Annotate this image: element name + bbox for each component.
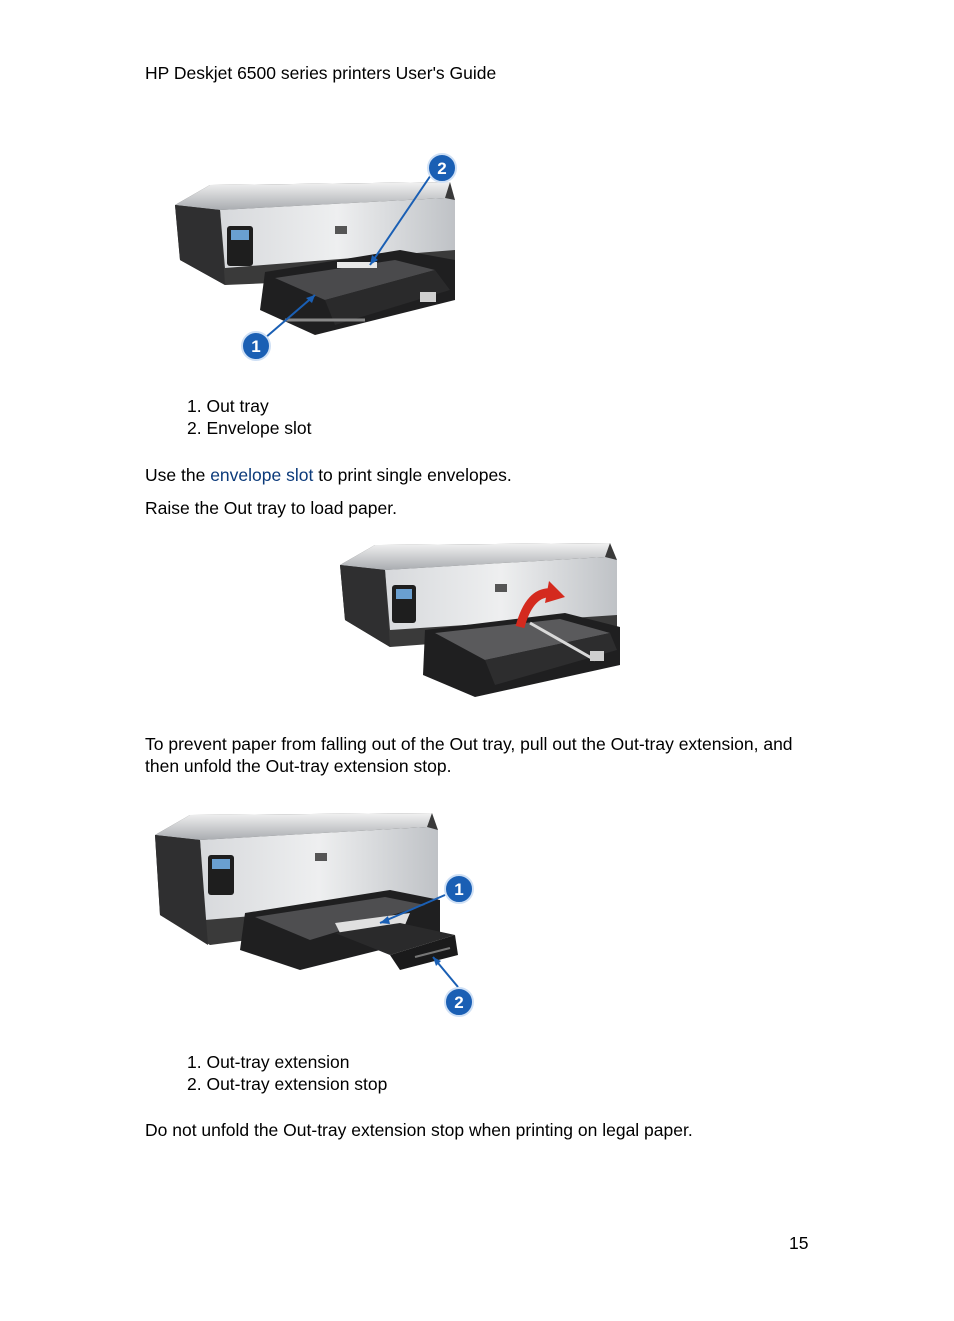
list-item: 2. Out-tray extension stop xyxy=(187,1074,388,1094)
printer-illustration-tray-extension xyxy=(150,805,480,1020)
figure1-legend xyxy=(187,395,312,439)
list-item: 1. Out-tray extension xyxy=(187,1052,350,1072)
paragraph-raise-tray: Raise the Out tray to load paper. xyxy=(145,498,397,518)
svg-text:2: 2 xyxy=(437,159,447,178)
paragraph-text: to print single envelopes. xyxy=(313,465,512,485)
paragraph-prevent-line2: then unfold the Out-tray extension stop. xyxy=(145,756,452,776)
paragraph-prevent-line1: To prevent paper from falling out of the Out tray, pull out the Out-tray extension, and xyxy=(145,734,793,754)
printer-illustration-out-tray xyxy=(165,150,465,365)
svg-text:1: 1 xyxy=(251,337,261,356)
page-header: HP Deskjet 6500 series printers User's Guide xyxy=(145,63,497,83)
page-number: 15 xyxy=(789,1233,809,1253)
svg-text:1: 1 xyxy=(454,880,464,899)
callout-arrow-2 xyxy=(433,957,458,987)
callout-badge-2 xyxy=(445,988,473,1016)
list-item: 2. Envelope slot xyxy=(187,418,312,438)
paragraph-text: Use the xyxy=(145,465,211,485)
callout-badge-2 xyxy=(428,154,456,182)
printer-illustration-raise-tray xyxy=(335,535,625,705)
svg-text:2: 2 xyxy=(454,993,464,1012)
list-item: 1. Out tray xyxy=(187,396,269,416)
envelope-slot-link[interactable]: envelope slot xyxy=(210,465,314,485)
paragraph-envelope xyxy=(145,464,512,486)
callout-badge-1 xyxy=(445,875,473,903)
paragraph-legal-paper: Do not unfold the Out-tray extension stop when printing on legal paper. xyxy=(145,1120,693,1140)
callout-badge-1 xyxy=(242,332,270,360)
figure3-legend xyxy=(187,1051,387,1095)
